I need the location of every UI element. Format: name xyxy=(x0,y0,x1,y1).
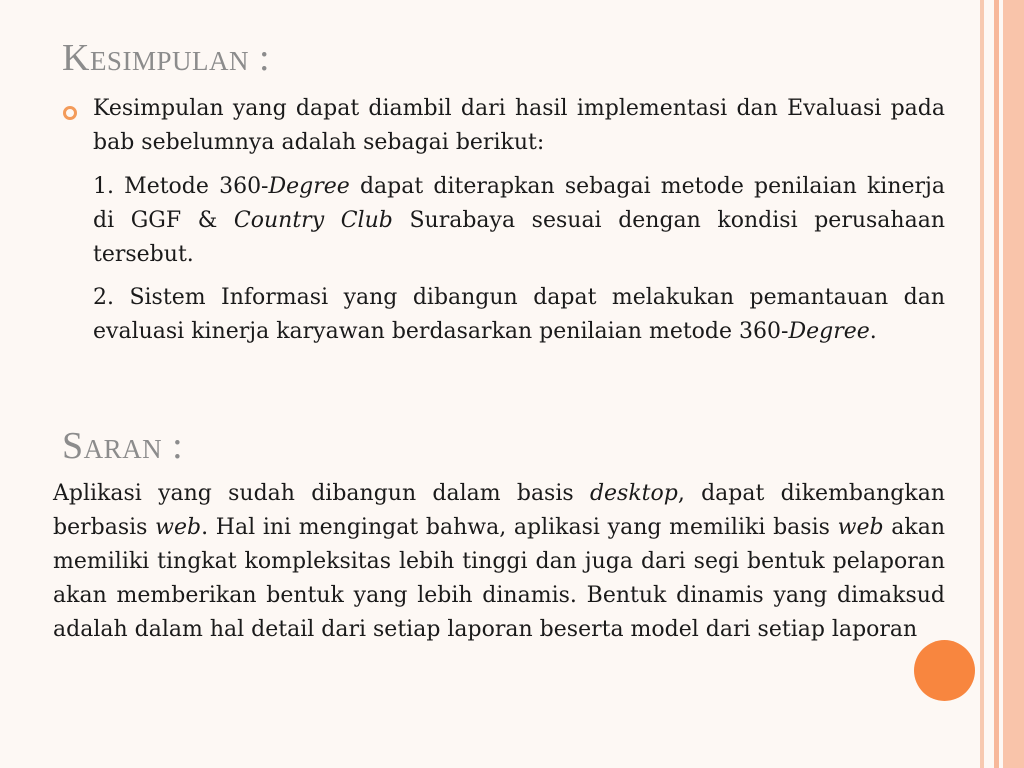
circle-bullet-icon xyxy=(63,106,77,120)
text-run-italic: desktop xyxy=(589,481,678,506)
conclusion-intro: Kesimpulan yang dapat diambil dari hasil implementasi dan Evaluasi pada bab sebelumnya adalah sebagai berikut: xyxy=(93,96,945,155)
text-run-italic: Country Club xyxy=(233,208,393,233)
heading-conclusion: Kesimpulan : xyxy=(62,37,271,79)
text-run-italic: web xyxy=(155,515,202,540)
suggestion-paragraph xyxy=(53,477,945,647)
stripe xyxy=(984,0,994,768)
text-run: Aplikasi yang sudah dibangun dalam basis xyxy=(53,481,590,506)
text-run: 1. Metode 360- xyxy=(93,174,269,199)
orange-circle-decoration xyxy=(914,640,975,701)
conclusion-point-1 xyxy=(93,170,945,272)
text-run: . Hal ini mengingat bahwa, aplikasi yang memiliki basis xyxy=(201,515,838,540)
text-run-italic: Degree xyxy=(268,174,350,199)
stripe xyxy=(1003,0,1024,768)
heading-suggestion: Saran : xyxy=(62,425,184,467)
text-run-italic: Degree xyxy=(788,319,870,344)
text-run: Surabaya sesuai dengan kondisi perusahaan tersebut. xyxy=(93,208,945,267)
text-run: akan memiliki tingkat kompleksitas lebih tinggi dan juga dari segi bentuk pelaporan akan memberikan bentuk yang lebih dinamis. Bentuk dinamis yang dimaksud adalah dalam hal detail dari setiap laporan beserta model dari setiap laporan xyxy=(53,515,945,642)
text-run: 2. Sistem Informasi yang dibangun dapat melakukan pemantauan dan evaluasi kinerja karyawan berdasarkan penilaian metode 360- xyxy=(93,285,945,344)
conclusion-point-2 xyxy=(93,281,945,349)
text-run-italic: web xyxy=(837,515,884,540)
right-edge-stripes xyxy=(980,0,1024,768)
text-run: , dapat dikembangkan berbasis xyxy=(53,481,945,540)
text-run: . xyxy=(869,319,877,344)
text-run: dapat diterapkan sebagai metode penilaian kinerja di GGF & xyxy=(93,174,945,233)
